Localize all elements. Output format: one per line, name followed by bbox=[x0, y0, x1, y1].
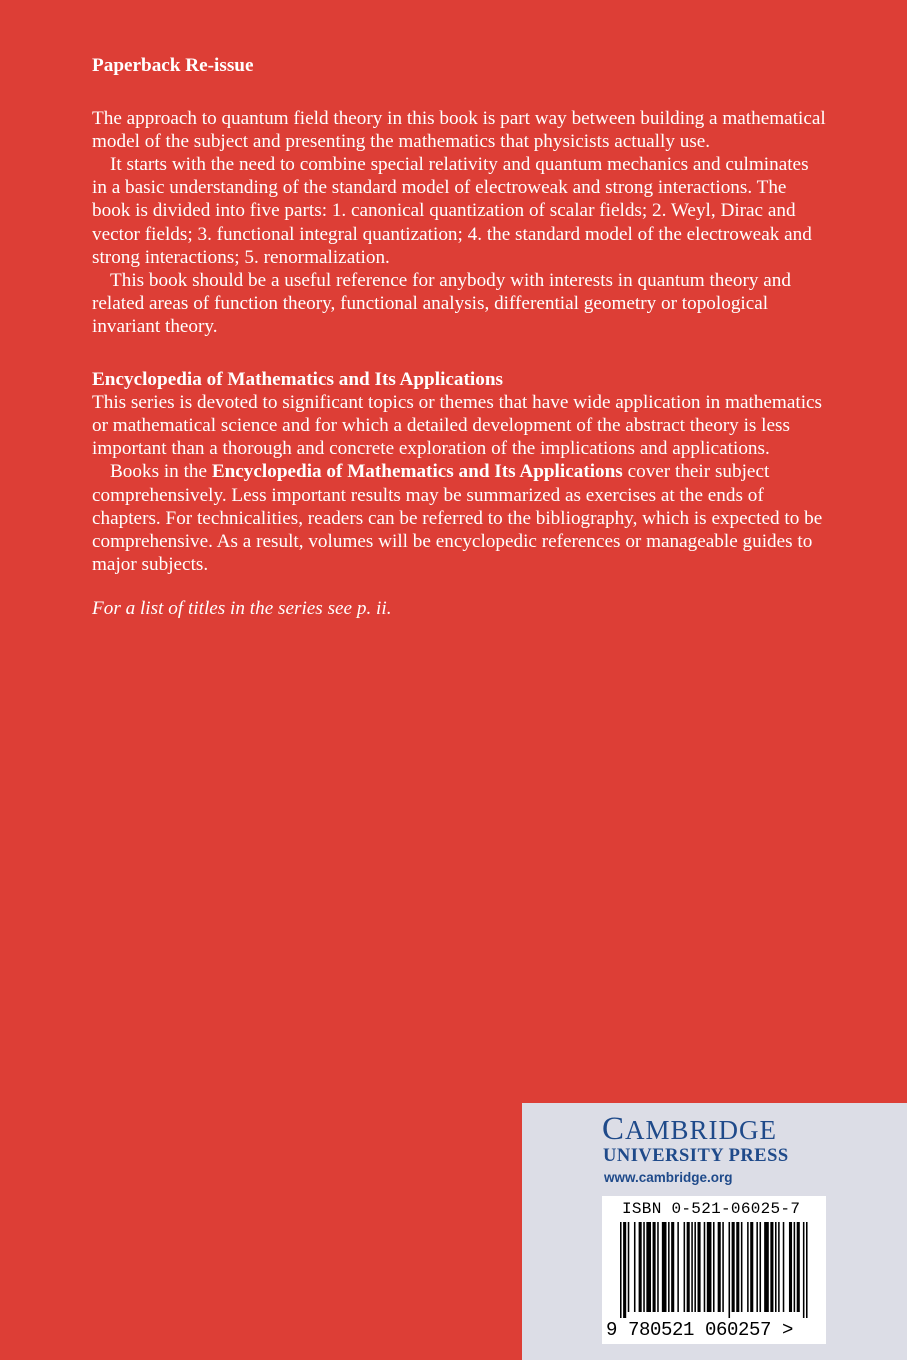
barcode-bar bbox=[698, 1222, 701, 1312]
publisher-subtitle: UNIVERSITY PRESS bbox=[603, 1146, 789, 1166]
barcode-bar bbox=[736, 1222, 739, 1312]
blurb-paragraph-1: The approach to quantum field theory in this book is part way between building a mathematical model of the subject and presenting the mathematics that physicists actually use. bbox=[92, 108, 826, 153]
barcode-bar bbox=[747, 1222, 749, 1312]
barcode-bar bbox=[646, 1222, 651, 1312]
series-title-bold: Encyclopedia of Mathematics and Its Applications bbox=[211, 461, 623, 483]
barcode-card bbox=[602, 1196, 826, 1344]
series-heading: Encyclopedia of Mathematics and Its Applications bbox=[92, 369, 503, 391]
barcode-bar bbox=[732, 1222, 735, 1312]
barcode-bar bbox=[789, 1222, 792, 1312]
blurb-paragraph-3: This book should be a useful reference for anybody with interests in quantum theory and related areas of function theory, functional analysis, differential geometry or topological invariant theory. bbox=[92, 269, 791, 337]
barcode-bar bbox=[639, 1222, 642, 1312]
barcode-digits: 9 780521 060257 > bbox=[606, 1319, 794, 1341]
publisher-logo-text bbox=[602, 1111, 777, 1148]
barcode-bar bbox=[687, 1222, 690, 1312]
barcode-bar bbox=[806, 1222, 808, 1318]
barcode-bar bbox=[677, 1222, 679, 1312]
barcode-bar bbox=[643, 1222, 645, 1312]
series-list-note: For a list of titles in the series see p. ii. bbox=[92, 597, 392, 619]
barcode-bar bbox=[628, 1222, 630, 1312]
barcode-bar bbox=[620, 1222, 622, 1318]
reissue-heading: Paperback Re-issue bbox=[92, 55, 254, 76]
barcode-bar bbox=[634, 1222, 636, 1312]
publisher-name-initial: C bbox=[602, 1111, 626, 1147]
description-text bbox=[92, 54, 827, 620]
publisher-url: www.cambridge.org bbox=[604, 1170, 733, 1185]
barcode-bar bbox=[684, 1222, 686, 1312]
barcode-bar bbox=[794, 1222, 796, 1312]
barcode-bar bbox=[722, 1222, 724, 1312]
barcode-bar bbox=[741, 1222, 743, 1312]
barcode-bar bbox=[718, 1222, 721, 1312]
barcode-bar bbox=[668, 1222, 670, 1312]
publisher-name-rest: AMBRIDGE bbox=[625, 1115, 778, 1145]
series-paragraph-1: This series is devoted to significant topics or themes that have wide application in mathematics or mathematical science and for which a detailed development of the abstract theory is less important than a thorough and concrete exploration of the implications and applications. bbox=[92, 392, 823, 460]
series-paragraph-2-prefix: Books in the bbox=[110, 461, 212, 483]
barcode-bar bbox=[760, 1222, 762, 1312]
barcode-bar bbox=[775, 1222, 777, 1312]
barcode-bar bbox=[778, 1222, 780, 1312]
series-paragraph-2-suffix: cover their subject comprehensively. Less important results may be summarized as exercises at the ends of chapters. For technicalities, readers can be referred to the bibliography, which is expected to be comprehensive. As a result, volumes will be encyclopedic references or manageable guides to major subjects. bbox=[92, 461, 823, 575]
barcode-bar bbox=[713, 1222, 715, 1312]
blurb-paragraph-2: It starts with the need to combine special relativity and quantum mechanics and culminates in a basic understanding of the standard model of electroweak and strong interactions. The book is divided into five parts: 1. canonical quantization of scalar fields; 2. Weyl, Dirac and vector fields; 3. functional integral quantization; 4. the standard model of the electroweak and strong interactions; 5. renormalization. bbox=[92, 154, 812, 268]
barcode-bar bbox=[662, 1222, 667, 1312]
barcode-bar bbox=[803, 1222, 805, 1318]
barcode-bar bbox=[750, 1222, 753, 1312]
series-paragraph-2 bbox=[92, 460, 827, 575]
barcode-bar bbox=[764, 1222, 769, 1312]
barcode-bar bbox=[783, 1222, 785, 1312]
barcode-bar bbox=[657, 1222, 659, 1312]
barcode-bar bbox=[756, 1222, 758, 1312]
barcode-bar bbox=[797, 1222, 800, 1312]
barcode-bar bbox=[691, 1222, 693, 1312]
isbn-text: ISBN 0-521-06025-7 bbox=[622, 1200, 801, 1218]
barcode-image bbox=[606, 1222, 822, 1318]
barcode-bar bbox=[707, 1222, 712, 1312]
barcode-bar bbox=[729, 1222, 731, 1318]
barcode-bar bbox=[623, 1222, 626, 1318]
barcode-bar bbox=[704, 1222, 706, 1312]
barcode-bar bbox=[671, 1222, 674, 1312]
barcode-bar bbox=[653, 1222, 656, 1312]
barcode-bar bbox=[770, 1222, 773, 1312]
barcode-bar bbox=[694, 1222, 696, 1312]
publisher-panel bbox=[522, 1103, 907, 1360]
